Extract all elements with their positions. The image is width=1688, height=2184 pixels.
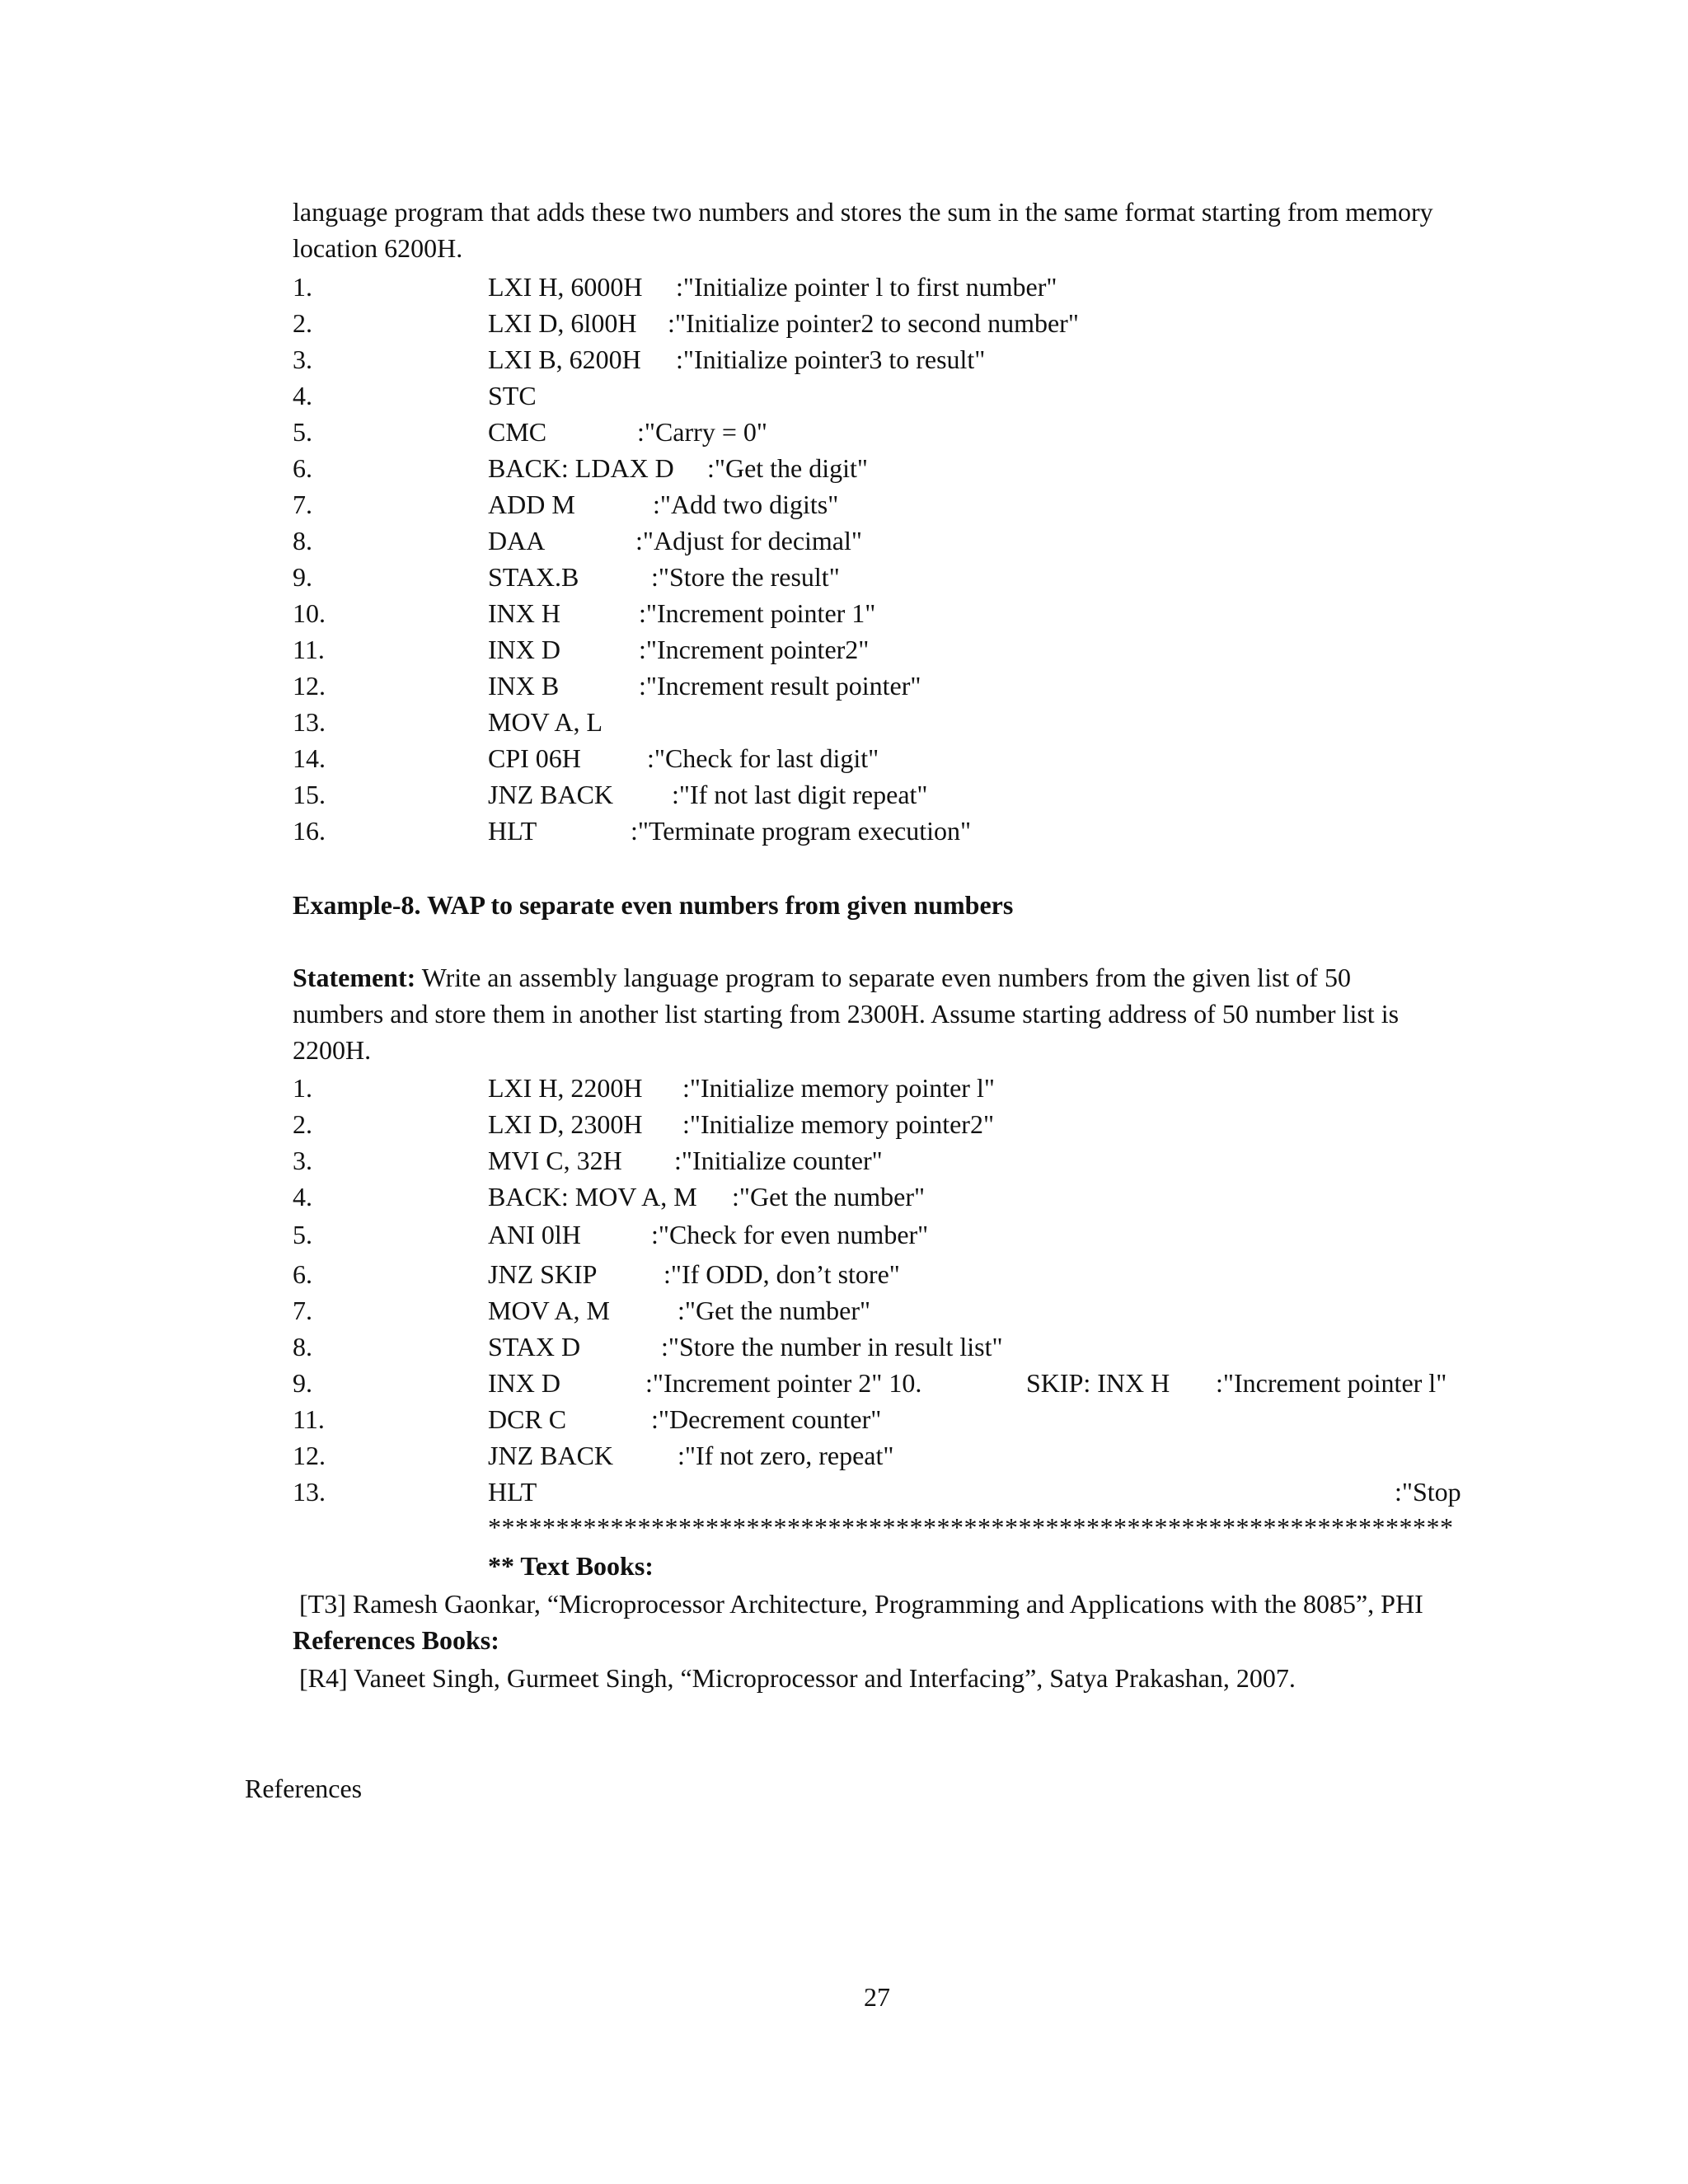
instruction: HLT [488,1477,537,1507]
code-line [0,269,1688,305]
comment: :"Check for last digit" [647,743,879,773]
comment: :"Store the result" [651,562,840,592]
instruction: INX D [488,1368,560,1398]
instruction: STAX.B [488,562,579,592]
instruction: LXI H, 6000H [488,272,643,302]
comment: :"Initialize pointer2 to second number" [668,308,1079,338]
comment: :"Increment pointer 2" 10. [645,1368,922,1398]
comment: :"Store the number in result list" [661,1332,1003,1361]
instruction: INX D [488,635,560,664]
line-number: 1. [293,1073,312,1103]
instruction: ANI 0lH [488,1220,581,1249]
line-number: 15. [293,780,326,809]
comment: :"Stop [1395,1477,1461,1507]
stars-divider: *********************************************************************** [488,1512,1454,1542]
line-number: 8. [293,526,312,555]
line-number: 8. [293,1332,312,1361]
text-books-heading: ** Text Books: [488,1551,654,1581]
line-number: 9. [293,562,312,592]
line-number: 7. [293,1296,312,1325]
line-number: 3. [293,1146,312,1175]
instruction: JNZ SKIP [488,1259,598,1289]
instruction: BACK: MOV A, M [488,1182,697,1212]
line-number: 5. [293,417,312,447]
code-line [0,1256,1688,1292]
line-number: 6. [293,1259,312,1289]
code-line [0,1437,1688,1474]
code-line [0,1216,1688,1253]
comment: :"Initialize memory pointer l" [682,1073,995,1103]
statement-line-3: 2200H. [293,1035,372,1065]
code-line [0,305,1688,341]
code-line [0,1365,1688,1401]
code-line [0,559,1688,595]
line-number: 16. [293,816,326,846]
instruction: INX H [488,598,560,628]
instruction: LXI D, 6l00H [488,308,637,338]
instruction: CMC [488,417,547,447]
line-number: 4. [293,381,312,410]
line-number: 12. [293,1441,326,1470]
comment: :"Carry = 0" [637,417,767,447]
code-line [0,450,1688,486]
code-line [0,631,1688,668]
code-line [0,377,1688,414]
line-number: 9. [293,1368,312,1398]
code-line [0,776,1688,813]
line-number: 13. [293,1477,326,1507]
comment: :"Get the number" [678,1296,871,1325]
line-number: 1. [293,272,312,302]
comment: :"Increment pointer l" [1216,1368,1447,1398]
line-number: 11. [293,1404,325,1434]
comment: :"Increment pointer 1" [639,598,876,628]
instruction: JNZ BACK [488,780,614,809]
line-number: 12. [293,671,326,701]
statement-line-1 [293,961,1351,994]
instruction: MOV A, M [488,1296,610,1325]
code-line [0,1292,1688,1329]
code-line [0,486,1688,523]
code-line [0,1401,1688,1437]
page-number: 27 [864,1982,890,2012]
line-number: 4. [293,1182,312,1212]
code-line [0,341,1688,377]
instruction: CPI 06H [488,743,581,773]
code-line [0,704,1688,740]
comment: :"Initialize memory pointer2" [682,1109,995,1139]
intro-line-1: language program that adds these two numbers and stores the sum in the same format starting from memory [293,197,1433,227]
comment: :"Get the number" [732,1182,926,1212]
intro-line-2: location 6200H. [293,233,463,263]
code-line [0,813,1688,849]
line-number: 13. [293,707,326,737]
line-number: 5. [293,1220,312,1249]
instruction: LXI B, 6200H [488,344,641,374]
statement-text: Write an assembly language program to separate even numbers from the given list of 50 [415,963,1351,992]
code-line [0,1329,1688,1365]
instruction: LXI H, 2200H [488,1073,643,1103]
comment: :"Adjust for decimal" [635,526,862,555]
comment: :"Initialize counter" [674,1146,883,1175]
example-8-heading: Example-8. WAP to separate even numbers from given numbers [293,890,1014,920]
line-number: 6. [293,453,312,483]
instruction: ADD M [488,490,575,519]
comment: :"If not last digit repeat" [672,780,928,809]
reference-book-r4: [R4] Vaneet Singh, Gurmeet Singh, “Microprocessor and Interfacing”, Satya Prakashan, 2007. [299,1663,1296,1693]
comment: :"If not zero, repeat" [678,1441,894,1470]
comment: :"Check for even number" [651,1220,929,1249]
comment: :"Increment result pointer" [639,671,921,701]
instruction: INX B [488,671,560,701]
line-number: 2. [293,1109,312,1139]
instruction: DAA [488,526,546,555]
code-line [0,668,1688,704]
comment: :"Initialize pointer3 to result" [676,344,986,374]
statement-line-2: numbers and store them in another list starting from 2300H. Assume starting address of 50 number list is [293,999,1400,1029]
code-line [0,595,1688,631]
references-label: References [245,1774,363,1803]
code-line [0,523,1688,559]
text-book-t3: [T3] Ramesh Gaonkar, “Microprocessor Architecture, Programming and Applications with the 8085”, PHI [299,1589,1423,1619]
instruction: DCR C [488,1404,567,1434]
comment: :"Add two digits" [653,490,839,519]
line-number: 11. [293,635,325,664]
instruction: STAX D [488,1332,581,1361]
instruction: BACK: LDAX D [488,453,674,483]
code-line [0,1070,1688,1106]
instruction: HLT [488,816,537,846]
comment: :"Get the digit" [707,453,868,483]
instruction: STC [488,381,537,410]
line-number: 14. [293,743,326,773]
instruction: MOV A, L [488,707,603,737]
references-books-heading: References Books: [293,1625,499,1655]
line-number: 3. [293,344,312,374]
instruction: SKIP: INX H [1026,1368,1170,1398]
instruction: JNZ BACK [488,1441,614,1470]
comment: :"Increment pointer2" [639,635,870,664]
code-line [0,1106,1688,1142]
line-number: 2. [293,308,312,338]
instruction: MVI C, 32H [488,1146,622,1175]
code-line [0,414,1688,450]
line-number: 10. [293,598,326,628]
code-line [0,740,1688,776]
code-line [0,1142,1688,1179]
comment: :"Decrement counter" [651,1404,882,1434]
statement-label: Statement: [293,963,416,992]
comment: :"Initialize pointer l to first number" [676,272,1057,302]
line-number: 7. [293,490,312,519]
code-line [0,1474,1688,1510]
instruction: LXI D, 2300H [488,1109,643,1139]
comment: :"If ODD, don’t store" [663,1259,900,1289]
code-line [0,1179,1688,1215]
comment: :"Terminate program execution" [631,816,972,846]
